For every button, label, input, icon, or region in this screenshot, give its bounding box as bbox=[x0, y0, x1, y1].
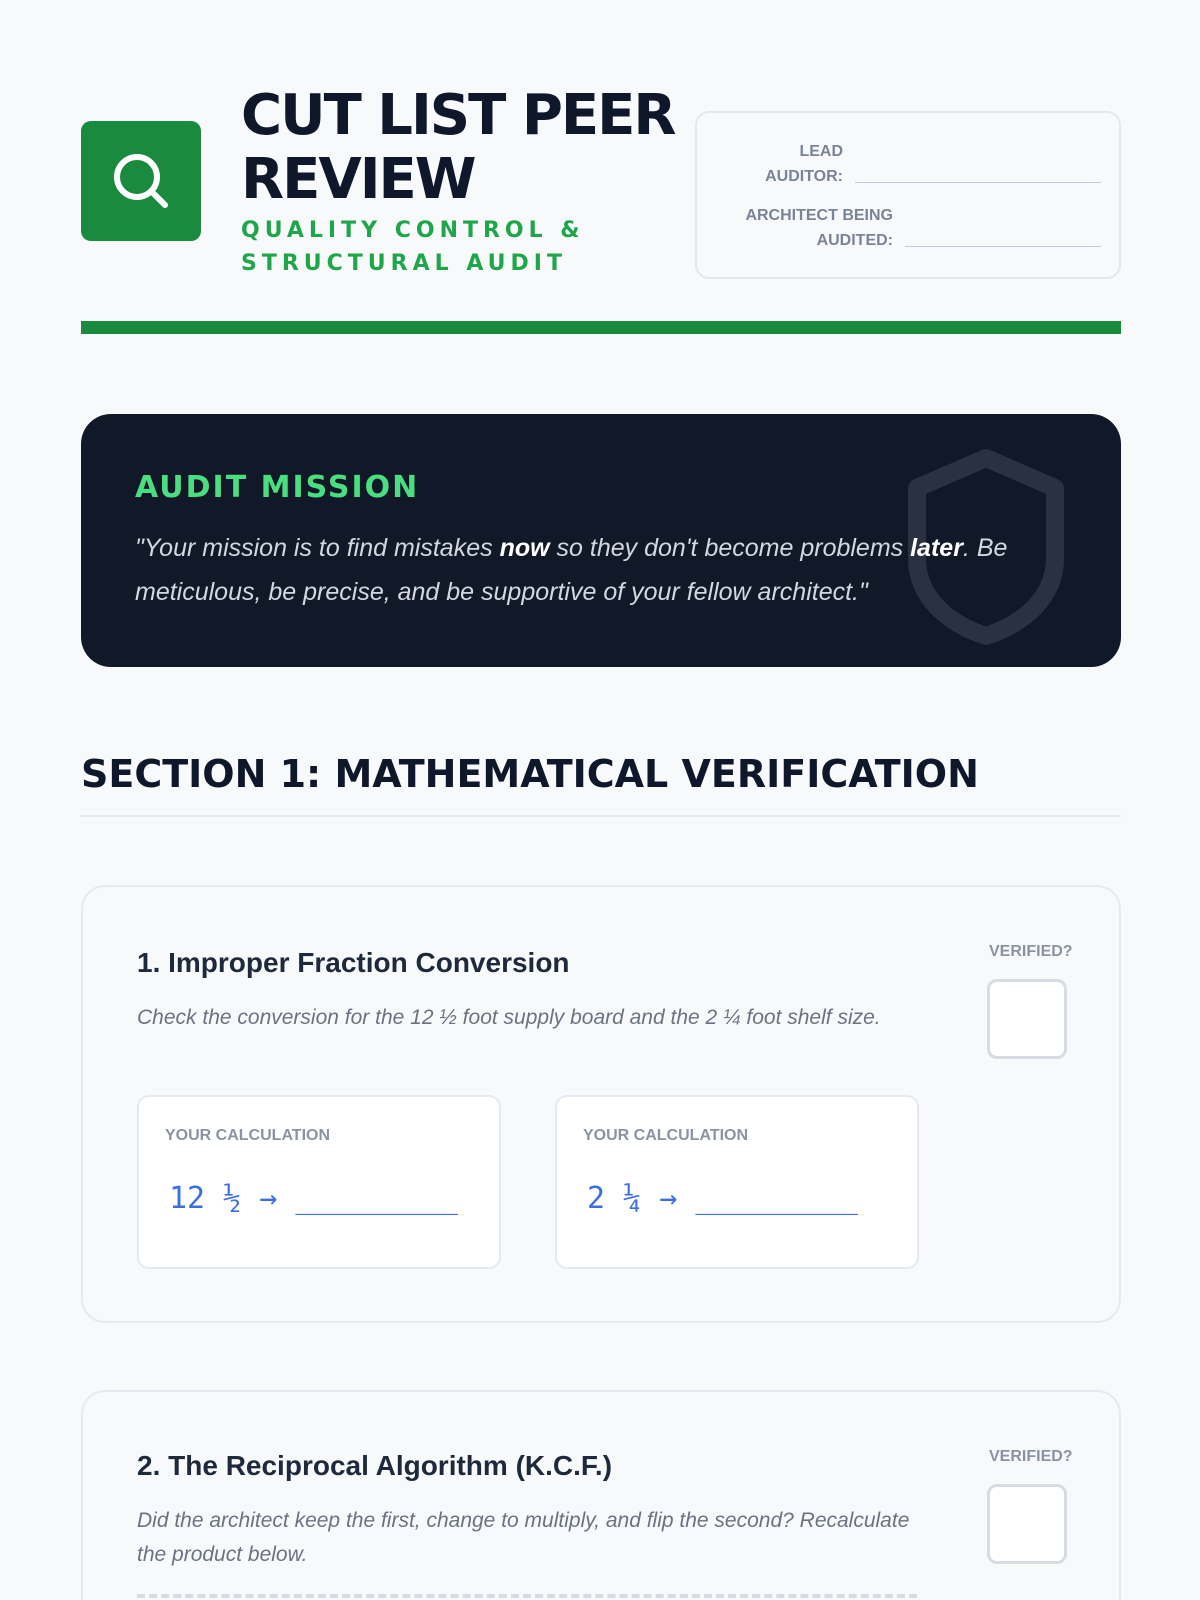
work-area-divider bbox=[137, 1594, 917, 1598]
audit-item-card bbox=[81, 885, 1121, 1323]
calculation-value[interactable]: 12 ½ → _________ bbox=[169, 1181, 458, 1216]
header-divider bbox=[81, 321, 1121, 334]
calculation-label: YOUR CALCULATION bbox=[583, 1127, 749, 1144]
audit-item-card bbox=[81, 1390, 1121, 1600]
lead-auditor-label: LEAD AUDITOR: bbox=[765, 143, 843, 185]
calculation-label: YOUR CALCULATION bbox=[165, 1127, 331, 1144]
lead-auditor-field[interactable] bbox=[855, 182, 1101, 183]
section-divider bbox=[81, 815, 1121, 817]
item-description: Check the conversion for the 12 ½ foot supply board and the 2 ¼ foot shelf size. bbox=[137, 1006, 881, 1029]
mission-text: "Your mission is to find mistakes now so they don't become problems later. Be meticulous, be precise, and be supportive of your fellow architect." bbox=[135, 534, 1008, 606]
title-line-1: CUT LIST PEER bbox=[241, 83, 675, 148]
verified-label: VERIFIED? bbox=[989, 943, 1073, 960]
calculation-box bbox=[555, 1095, 919, 1269]
verified-checkbox[interactable] bbox=[987, 1484, 1067, 1564]
architect-field[interactable] bbox=[905, 246, 1101, 247]
verified-label: VERIFIED? bbox=[989, 1448, 1073, 1465]
architect-row bbox=[741, 203, 1101, 253]
lead-auditor-row bbox=[757, 139, 1101, 189]
page-subtitle bbox=[241, 214, 681, 280]
logo-badge bbox=[81, 121, 201, 241]
signoff-box bbox=[695, 111, 1121, 279]
mission-title: AUDIT MISSION bbox=[135, 470, 420, 505]
subtitle-line-1: QUALITY CONTROL & bbox=[241, 218, 585, 243]
page-title bbox=[241, 84, 701, 212]
item-title: 1. Improper Fraction Conversion bbox=[137, 947, 570, 978]
mission-panel bbox=[81, 414, 1121, 667]
item-title: 2. The Reciprocal Algorithm (K.C.F.) bbox=[137, 1450, 613, 1481]
verified-checkbox[interactable] bbox=[987, 979, 1067, 1059]
calculation-value[interactable]: 2 ¼ → _________ bbox=[587, 1181, 858, 1216]
calculation-box bbox=[137, 1095, 501, 1269]
section-1-title: SECTION 1: MATHEMATICAL VERIFICATION bbox=[81, 752, 979, 796]
subtitle-line-2: STRUCTURAL AUDIT bbox=[241, 251, 567, 276]
item-description: Did the architect keep the first, change to multiply, and flip the second? Recalculate the product below. bbox=[137, 1509, 910, 1566]
architect-label: ARCHITECT BEING AUDITED: bbox=[745, 207, 893, 249]
document-header bbox=[81, 84, 1121, 284]
title-line-2: REVIEW bbox=[241, 147, 475, 212]
